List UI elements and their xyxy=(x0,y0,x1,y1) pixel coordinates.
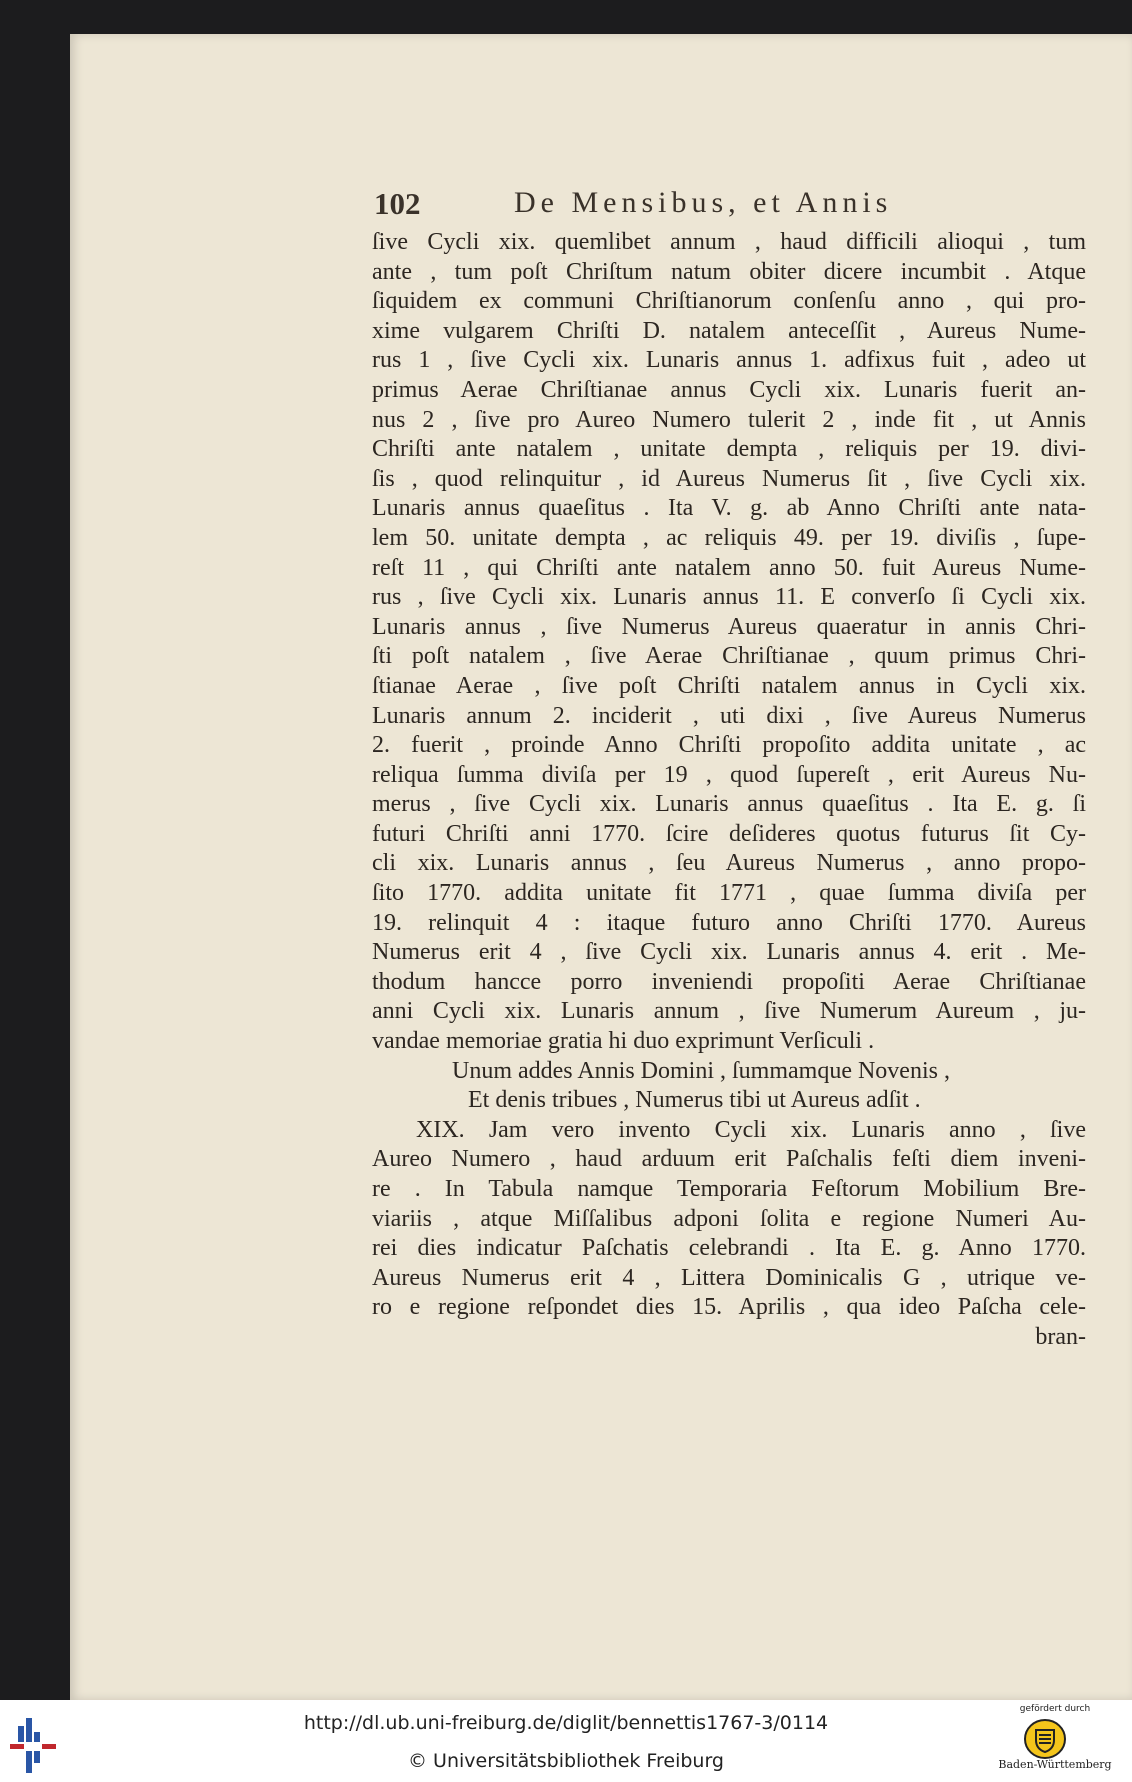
text-line: vandae memoriae gratia hi duo exprimunt Verſiculi . xyxy=(372,1028,875,1055)
text-line: Lunaris annus , ſive Numerus Aureus quaeratur in annis Chri- xyxy=(372,613,1086,640)
text-line: Numerus erit 4 , ſive Cycli xix. Lunaris annus 4. erit . Me- xyxy=(372,939,1086,966)
copyright-notice: © Universitätsbibliothek Freiburg xyxy=(408,1750,724,1772)
coat-of-arms-icon xyxy=(1023,1718,1067,1760)
text-line: nus 2 , ſive pro Aureo Numero tulerit 2 , inde fit , ut Annis xyxy=(372,406,1086,433)
text-line: lem 50. unitate dempta , ac reliquis 49. per 19. diviſis , ſupe- xyxy=(372,524,1086,551)
text-line: 19. relinquit 4 : itaque futuro anno Chriſti 1770. Aureus xyxy=(372,909,1086,936)
text-line: viariis , atque Miſſalibus adponi ſolita e regione Numeri Au- xyxy=(372,1205,1086,1232)
text-line: rus 1 , ſive Cycli xix. Lunaris annus 1. adfixus fuit , adeo ut xyxy=(372,347,1086,374)
section-start-line: XIX. Jam vero invento Cycli xix. Lunaris anno , ſive xyxy=(416,1116,1086,1143)
verse-line: Unum addes Annis Domini , ſummamque Novenis , xyxy=(452,1057,950,1084)
text-line: ſito 1770. addita unitate fit 1771 , quae ſumma diviſa per xyxy=(372,880,1086,907)
text-line: Aureo Numero , haud arduum erit Paſchalis feſti diem inveni- xyxy=(372,1146,1086,1173)
text-line: rus , ſive Cycli xix. Lunaris annus 11. E converſo ſi Cycli xix. xyxy=(372,584,1086,611)
text-line: ante , tum poſt Chriſtum natum obiter dicere incumbit . Atque xyxy=(372,258,1086,285)
text-line: anni Cycli xix. Lunaris annum , ſive Numerum Aureum , ju- xyxy=(372,998,1086,1025)
text-line: ſiquidem ex communi Chriſtianorum conſenſu anno , qui pro- xyxy=(372,288,1086,315)
text-line: Aureus Numerus erit 4 , Littera Dominicalis G , utrique ve- xyxy=(372,1264,1086,1291)
text-line: 2. fuerit , proinde Anno Chriſti propoſito addita unitate , ac xyxy=(372,732,1086,759)
text-line: merus , ſive Cycli xix. Lunaris annus quaeſitus . Ita E. g. ſi xyxy=(372,791,1086,818)
page-header-title: De Mensibus, et Annis xyxy=(514,186,893,219)
funder-name: Baden-Württemberg xyxy=(998,1758,1112,1771)
text-line: ſis , quod relinquitur , id Aureus Numerus ſit , ſive Cycli xix. xyxy=(372,465,1086,492)
page-number: 102 xyxy=(374,186,421,221)
body-text xyxy=(372,228,1086,1353)
text-line: Lunaris annum 2. inciderit , uti dixi , ſive Aureus Numerus xyxy=(372,702,1086,729)
text-line: xime vulgarem Chriſti D. natalem anteceſſit , Aureus Nume- xyxy=(372,317,1086,344)
text-line: reliqua ſumma diviſa per 19 , quod ſupereſt , erit Aureus Nu- xyxy=(372,761,1086,788)
permalink-url[interactable]: http://dl.ub.uni-freiburg.de/diglit/bennettis1767-3/0114 xyxy=(303,1712,829,1734)
text-line: thodum hancce porro inveniendi propoſiti Aerae Chriſtianae xyxy=(372,968,1086,995)
text-line: ſtianae Aerae , ſive poſt Chriſti natalem annus in Cycli xix. xyxy=(372,672,1086,699)
text-line: cli xix. Lunaris annus , ſeu Aureus Numerus , anno propo- xyxy=(372,850,1086,877)
viewer-footer xyxy=(0,1700,1132,1782)
text-line: Chriſti ante natalem , unitate dempta , reliquis per 19. divi- xyxy=(372,436,1086,463)
running-head xyxy=(374,186,1084,226)
funder-badge xyxy=(985,1704,1125,1782)
text-line: Lunaris annus quaeſitus . Ita V. g. ab Anno Chriſti ante nata- xyxy=(372,495,1086,522)
text-line: ſive Cycli xix. quemlibet annum , haud difficili alioqui , tum xyxy=(372,229,1086,255)
text-line: ro e regione reſpondet dies 15. Aprilis , qua ideo Paſcha cele- xyxy=(372,1294,1086,1321)
catchword: bran- xyxy=(1035,1323,1086,1350)
text-line: re . In Tabula namque Temporaria Feſtorum Mobilium Bre- xyxy=(372,1176,1086,1202)
text-line: ſti poſt natalem , ſive Aerae Chriſtianae , quum primus Chri- xyxy=(372,643,1086,670)
text-line: primus Aerae Chriſtianae annus Cycli xix. Lunaris fuerit an- xyxy=(372,376,1086,403)
text-line: reſt 11 , qui Chriſti ante natalem anno 50. fuit Aureus Nume- xyxy=(372,554,1086,581)
funder-label: gefördert durch xyxy=(1019,1704,1091,1714)
verse-line: Et denis tribues , Numerus tibi ut Aureus adſit . xyxy=(468,1087,921,1114)
text-line: futuri Chriſti anni 1770. ſcire deſideres quotus futurus ſit Cy- xyxy=(372,820,1086,847)
text-line: rei dies indicatur Paſchatis celebrandi . Ita E. g. Anno 1770. xyxy=(372,1235,1086,1262)
